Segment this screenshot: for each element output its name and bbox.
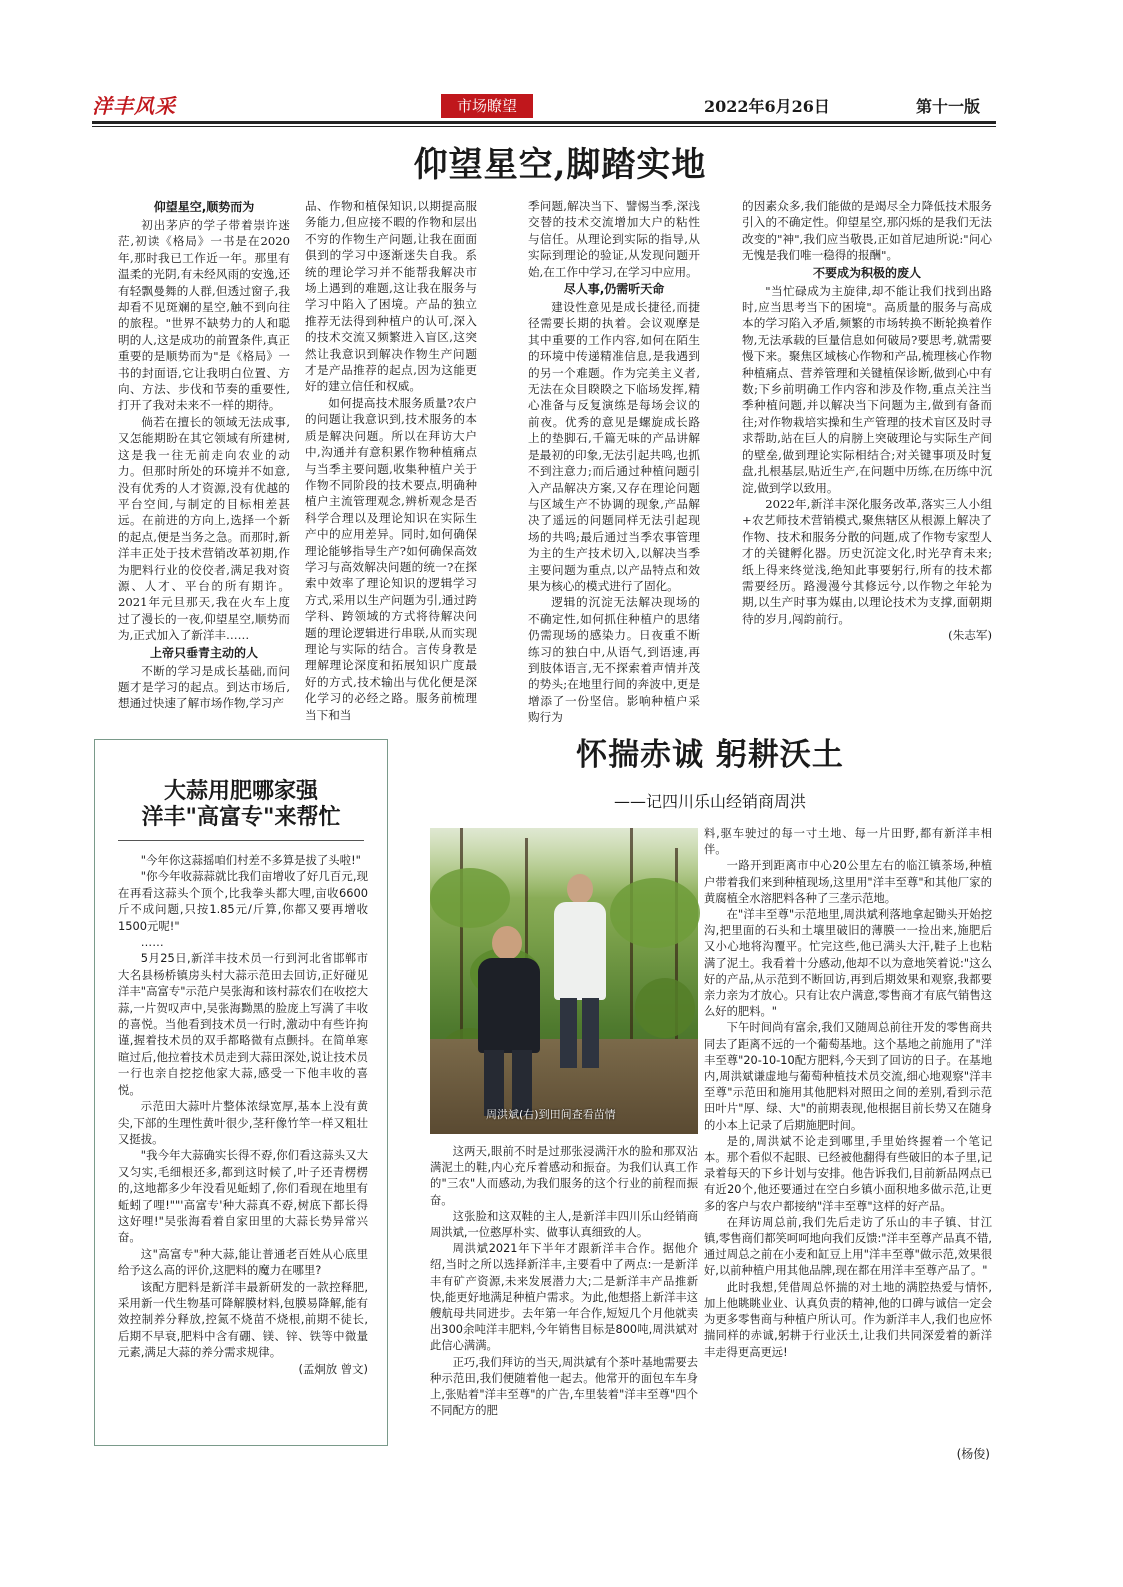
article2-body-right: [704, 826, 992, 1446]
article1-column-4: [742, 198, 992, 690]
subheading: 仰望星空,顺势而为: [153, 200, 255, 214]
sidebar-title-line1: 大蒜用肥哪家强: [163, 778, 318, 804]
paragraph: 品、作物和植保知识,以期提高服务能力,但应接不暇的作物和层出不穷的作物生产问题,让我在面面俱到的学习中逐渐迷失自我。系统的理论学习并不能帮我解决市场上遇到的难题,这让我在服务与学习中陷入了困境。产品的独立推荐无法得到种植户的认可,深入的技术交流又频繁进入盲区,这突然让我意识到解决作物生产问题才是产品推荐的起点,因为这能更好的建立信任和权威。: [305, 199, 477, 394]
subheading: 不要成为积极的废人: [812, 265, 921, 280]
paragraph: 不断的学习是成长基础,而问题才是学习的起点。到达市场后,想通过快速了解市场作物,学习产: [118, 663, 290, 711]
issue-date: 2022年6月26日: [704, 97, 830, 116]
paragraph: 周洪斌2021年下半年才跟新洋丰合作。据他介绍,当时之所以选择新洋丰,主要看中了两点:一是新洋丰有矿产资源,未来发展潜力大;二是新洋丰产品推新快,能更好地满足种植户需求。为此,他想搭上新洋丰这艘航母共同进步。去年第一年合作,短短几个月他就卖出300余吨洋丰肥料,今年销售目标是800吨,周洪斌对此信心满满。: [430, 1242, 698, 1353]
article1-column-3: [528, 198, 700, 725]
sidebar-title: [96, 778, 386, 830]
paragraph: 一路开到距离市中心20公里左右的临江镇茶场,种植户带着我们来到种植现场,这里用"洋丰至尊"和其他厂家的黄腐植全水溶肥料各种了三垄示范地。: [704, 859, 992, 905]
paragraph: 示范田大蒜叶片整体浓绿宽厚,基本上没有黄尖,下部的生理性黄叶很少,茎秆像竹竿一样又粗壮又挺拔。: [118, 1099, 368, 1146]
person-head: [492, 926, 522, 960]
paragraph: 如何提高技术服务质量?农户的问题让我意识到,技术服务的本质是解决问题。所以在拜访大户中,沟通并有意积累作物种植痛点与当季主要问题,收集种植户关于作物不同阶段的技术要点,明确种植户主流管理观念,辨析观念是否科学合理以及理论知识在实际生产中的应用差异。同时,如何确保理论能够指导生产?如何确保高效学习与高效解决问题的统一?在探索中效率了理论知识的逻辑学习方式,采用以生产问题为引,通过跨学科、跨领域的方式将待解决问题的理论逻辑进行串联,从而实现理论与实际的结合。言传身教是理解理论深度和拓展知识广度最好的方式,技术输出与优化便是深化学习的必经之路。服务前梳理当下和当: [305, 395, 477, 722]
byline: (孟炯放 曾文): [298, 1361, 368, 1376]
paragraph: 在拜访周总前,我们先后走访了乐山的丰子镇、甘江镇,零售商们都笑呵呵地向我们反馈:"洋丰至尊产品真不错,通过周总之前在小麦和缸豆上用"洋丰至尊"做示范,效果很好,以前种植户用其他品牌,现在都在用洋丰至尊产品了。": [704, 1215, 992, 1278]
article2-subtitle: ——记四川乐山经销商周洪: [613, 792, 806, 811]
photo-caption: 周洪斌(右)到田间查看苗情: [486, 1108, 616, 1121]
paragraph: 这两天,眼前不时是过那张浸满汗水的脸和那双沾满泥土的鞋,内心充斥着感动和振奋。为我们认真工作的"三农"人而感动,为我们服务的这个行业的前程而振奋。: [430, 1145, 698, 1207]
paragraph: 料,驱车驶过的每一寸土地、每一片田野,都有新洋丰相伴。: [704, 827, 992, 857]
article1-column-2: [305, 198, 477, 722]
paragraph: "我今年大蒜确实长得不孬,你们看这蒜头又大又匀实,毛细根还多,都到这时候了,叶子还青楞楞的,这地都多少年没看见蚯蚓了,你们看现在地里有蚯蚓了哩!""'高富专'种大蒜真不孬,树底下都长得这好哩!"吴张海看着自家田里的大蒜长势异常兴奋。: [118, 1148, 368, 1245]
page-number: 第十一版: [916, 97, 981, 116]
section-tag: 市场瞭望: [441, 94, 533, 118]
masthead-logo: 洋丰风采: [92, 94, 176, 118]
paragraph: 建设性意见是成长捷径,而捷径需要长期的执着。会议观摩是其中重要的工作内容,如何在陌生的环境中传递精准信息,是我遇到的另一个难题。作为完美主义者,无法在众目睽睽之下临场发挥,精心准备与反复演练是每场会议的前夜。优秀的意见是螺旋成长路上的垫脚石,千篇无味的产品讲解是最初的印象,无法引起共鸣,也抓不到注意力;而后通过种植问题引入产品解决方案,又存在理论问题与区域生产不协调的现象,产品解决了遥远的问题同样无法引起现场的共鸣;最后通过当季农事管理为主的生产技术切入,以解决当季主要问题为重点,以产品特点和效果为核心的模式进行了固化。: [528, 300, 700, 593]
paragraph: 倘若在擅长的领域无法成事,又怎能期盼在其它领域有所建树,这是我一往无前走向农业的动力。但那时所处的环境并不如意,没有优秀的人才资源,没有优越的平台空间,与制定的目标相差甚远。在前进的方向上,选择一个新的起点,便是当务之急。而那时,新洋丰正处于技术营销改革初期,作为肥料行业的佼佼者,满足我对资源、人才、平台的所有期许。2021年元旦那天,我在火车上度过了漫长的一夜,仰望星空,顺势而为,正式加入了新洋丰……: [118, 414, 290, 643]
article1-column-1: [118, 198, 290, 711]
sidebar-title-line2: 洋丰"高富专"来帮忙: [141, 804, 341, 830]
article2-body-left: [430, 1144, 698, 1462]
byline: (朱志军): [948, 628, 992, 643]
person-body: [554, 902, 606, 1000]
paragraph: 季问题,解决当下、譬惕当季,深浅交替的技术交流增加大户的粘性与信任。从理论到实际的指导,从实际到理论的验证,从发现问题开始,在工作中学习,在学习中应用。: [528, 199, 700, 279]
paragraph: ……: [140, 935, 164, 950]
article2-title: 怀揣赤诚 躬耕沃土: [576, 737, 844, 773]
paragraph-text: 该配方肥料是新洋丰最新研发的一款控释肥,采用新一代生物基可降解膜材料,包膜易降解,能有效控制养分释放,控氮不烧苗不烧根,前期不徒长,后期不早衰,肥料中含有硼、镁、锌、铁等中微量元素,满足大蒜的养分需求规律。: [118, 1279, 368, 1360]
subheading: 上帝只垂青主动的人: [149, 645, 258, 660]
paragraph: 是的,周洪斌不论走到哪里,手里始终握着一个笔记本。那个看似不起眼、已经被他翻得有些破旧的本子里,记录着每天的下乡计划与安排。他告诉我们,目前新品网点已有近20个,他还要通过在空白乡镇小面积地多做示范,让更多的客户与农户都接纳"洋丰至尊"这样的好产品。: [704, 1134, 992, 1213]
paragraph: 这张脸和这双鞋的主人,是新洋丰四川乐山经销商周洪斌,一位憨厚朴实、做事认真细致的人。: [430, 1209, 698, 1240]
paragraph: 逻辑的沉淀无法解决现场的不确定性,如何抓住种植户的思绪仍需现场的感染力。日夜重不断练习的独白中,从语气,到语速,再到肢体语言,无不探索着声情并茂的势头;在地里行间的奔波中,更是增添了一份坚信。影响种植户采购行为: [528, 595, 700, 725]
paragraph: 初出茅庐的学子带着崇许迷茫,初读《格局》一书是在2020年,那时我已工作近一年。那里有温柔的光阴,有未经风雨的安逸,还有轻飘曼舞的人群,但透过窗子,我却看不见斑斓的星空,触不到向往的旅程。"世界不缺势力的人和聪明的人,这是成功的前置条件,真正重要的是顺势而为"是《格局》一书的封面语,它让我明白位置、方向、方法、步伐和节奏的重要性,打开了我对未来不一样的期待。: [118, 218, 290, 413]
article2-byline: (杨俊): [956, 1447, 990, 1461]
paragraph: 这"高富专"种大蒜,能让普通老百姓从心底里给予这么高的评价,这肥料的魔力在哪里?: [118, 1246, 368, 1278]
paragraph: 下午时间尚有富余,我们又随周总前往开发的零售商共同去了距离不远的一个葡萄基地。这个基地之前施用了"洋丰至尊"20-10-10配方肥料,今天到了回访的日子。在基地内,周洪斌谦虚地与葡萄种植技术员交流,细心地观察"洋丰至尊"示范田和施用其他肥料对照田之间的差别,看到示范田叶片"厚、绿、大"的前期表现,他根据目前长势又在随身的小本上记录了后期施肥时间。: [704, 1021, 992, 1132]
article1-title: 仰望星空,脚踏实地: [413, 145, 707, 185]
paragraph: 此时我想,凭借周总怀揣的对土地的满腔热爱与情怀,加上他眺眺业业、认真负责的精神,他的口碑与诚信一定会为更多零售商与种植户所认可。作为新洋丰人,我们也应怀揣同样的赤诚,躬耕于行业沃土,让我们共同深爱着的新洋丰走得更高更远!: [704, 1280, 992, 1359]
paragraph: "当忙碌成为主旋律,却不能让我们找到出路时,应当思考当下的困境"。高质量的服务与高成本的学习陷入矛盾,频繁的市场转换不断轮换着作物,无法承载的巨量信息如何破局?要思考,就需要慢下来。聚焦区域核心作物和产品,梳理核心作物种植痛点、营养管理和关键植保诊断,做到心中有数;下乡前明确工作内容和涉及作物,重点关注当季种植问题,并以解决当下问题为主,做到有备而往;对作物栽培实操和生产管理的技术盲区及时寻求帮助,站在巨人的肩膀上突破理论与实际生产间的壁垒,做到理论实际相结合;对关键事项及时复盘,扎根基层,贴近生产,在问题中历练,在历练中沉淀,做到学以致用。: [742, 283, 992, 495]
paragraph: 2022年,新洋丰深化服务改革,落实三人小组+农艺师技术营销模式,聚焦辖区从根源上解决了作物、技术和服务分散的问题,成了作物专家型人才的关键孵化器。历史沉淀文化,时光孕育未来;纸上得来终觉浅,绝知此事要躬行,所有的技术都需要经历。路漫漫兮其修远兮,以作物之年轮为期,以生产时事为媒由,以理论技术为支撑,面朝期待的岁月,闯韵前行。: [742, 496, 992, 626]
paragraph: "你今年收蒜蒜就比我们亩增收了好几百元,现在再看这蒜头个顶个,比我拳头都大哩,亩收6600斤不成问题,只按1.85元/斤算,你都又要再增收1500元呢!": [118, 869, 368, 933]
paragraph: "今年你这蒜摇咱们村差不多算是拔了头啦!": [140, 853, 361, 867]
sidebar-rule: [118, 840, 364, 841]
vineyard-photo: [430, 828, 698, 1134]
subheading: 尽人事,仍需听天命: [563, 282, 665, 297]
person-body: [478, 958, 540, 1053]
paragraph: [118, 1279, 368, 1376]
paragraph: 5月25日,新洋丰技术员一行到河北省邯郸市大名县杨桥镇房头村大蒜示范田去回访,正好碰见洋丰"高富专"示范户吴张海和该村蒜农们在收挖大蒜,一片贺叹声中,吴张海黝黑的脸庞上写满了丰收的喜悦。当他看到技术员一行时,激动中有些许拘谨,握着技术员的双手都略微有点颤抖。在简单寒暄过后,他拉着技术员走到大蒜田深处,说让技术员一行也亲自挖挖他家大蒜,感受一下他丰收的喜悦。: [118, 951, 368, 1097]
header-rule: [92, 121, 996, 124]
sidebar-body: [118, 852, 368, 1436]
header-rule-thin: [92, 126, 996, 127]
paragraph: 的因素众多,我们能做的是竭尽全力降低技术服务引入的不确定性。仰望星空,那闪烁的是我们无法改变的"神",我们应当敬畏,正如首尼迪所说:"问心无愧是我们唯一稳得的报酬"。: [742, 199, 992, 263]
person-head: [567, 874, 593, 904]
paragraph: 在"洋丰至尊"示范地里,周洪斌利落地拿起锄头开始挖沟,把里面的石头和土壤里破旧的薄膜一一捡出来,施肥后又小心地将沟覆平。忙完这些,他已满头大汗,鞋子上也粘满了泥土。我看着十分感动,他却不以为意地笑着说:"这么好的产品,从示范到不断回访,再到后期效果和观察,我都要亲力亲为才放心。只有让农户满意,零售商才有底气销售这么好的肥料。": [704, 908, 992, 1019]
paragraph: 正巧,我们拜访的当天,周洪斌有个茶叶基地需要去种示范田,我们便随着他一起去。他常开的面包车车身上,张贴着"洋丰至尊"的广告,车里装着"洋丰至尊"四个不同配方的肥: [430, 1355, 698, 1418]
